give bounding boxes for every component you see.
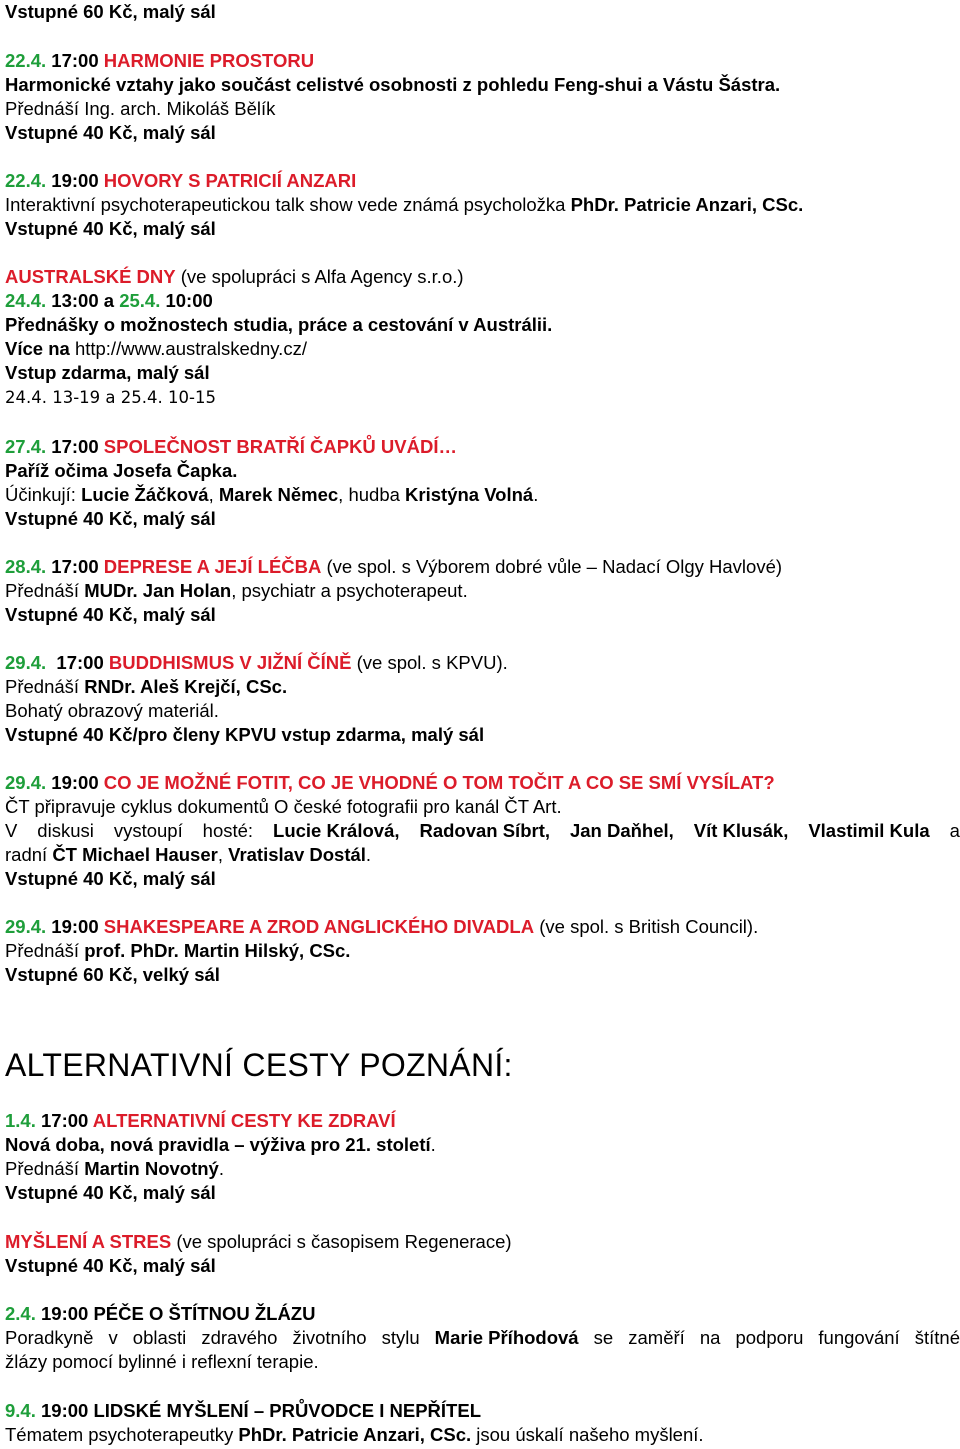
advisor-name: Marie Příhodová [434, 1327, 579, 1348]
guest-name: Radovan Síbrt, [419, 820, 551, 841]
entry-fee: Vstupné 40 Kč/pro členy KPVU vstup zdarma, malý sál [5, 724, 485, 745]
event-time: 17:00 [46, 436, 104, 457]
lecturer-name: Martin Novotný [84, 1158, 219, 1179]
entry-fee: Vstupné 40 Kč, malý sál [5, 218, 216, 239]
event-date: 29.4. [5, 916, 47, 937]
description-text: jsou úskalí našeho myšlení. [471, 1424, 704, 1445]
event-title: LIDSKÉ MYŠLENÍ – PRŮVODCE I NEPŘÍTEL [93, 1400, 481, 1421]
event-dates [5, 290, 213, 312]
event-time: 19:00 [46, 916, 104, 937]
event-guests [5, 820, 960, 842]
event-guests-continued [5, 844, 371, 866]
word: vystoupí [113, 820, 183, 841]
event-note: (ve spol. s Výborem dobré vůle – Nadací Olgy Havlové) [321, 556, 783, 577]
event-heading [5, 266, 464, 288]
event-time: 17:00 [35, 1110, 93, 1131]
event-title: CO JE MOŽNÉ FOTIT, CO JE VHODNÉ O TOM TOČIT A CO SE SMÍ VYSÍLAT? [103, 772, 775, 793]
word: a [949, 820, 960, 841]
word: Poradkyně [5, 1327, 94, 1348]
separator: . [218, 1158, 224, 1179]
separator: . [533, 484, 539, 505]
event-date: 29.4. [5, 772, 47, 793]
event-lecturer [5, 98, 275, 120]
section-title: ALTERNATIVNÍ CESTY POZNÁNÍ: [5, 1047, 513, 1083]
lecturer-role: , psychiatr a psychoterapeut. [231, 580, 468, 601]
event-heading [5, 170, 356, 192]
event-description-continued: žlázy pomocí bylinné i reflexní terapie. [5, 1351, 319, 1372]
description-text: Interaktivní psychoterapeutickou talk show vede známá psycholožka [5, 194, 571, 215]
lecturer-label: Přednáší [5, 98, 85, 119]
cast-label: Účinkují: [5, 484, 82, 505]
lecturer-label: Přednáší [5, 940, 85, 961]
word: fungování [818, 1327, 900, 1348]
separator: , [217, 844, 229, 865]
word: V [5, 820, 18, 841]
word: na [699, 1327, 721, 1348]
word: podporu [735, 1327, 804, 1348]
word: diskusi [37, 820, 94, 841]
event-description: Paříž očima Josefa Čapka. [5, 460, 238, 481]
word: životního [292, 1327, 367, 1348]
event-note: (ve spolupráci s Alfa Agency s.r.o.) [175, 266, 464, 287]
description-text: Nová doba, nová pravidla – výživa pro 21. století [5, 1134, 431, 1155]
event-date: 1.4. [5, 1110, 36, 1131]
event-description: Přednášky o možnostech studia, práce a cestování v Austrálii. [5, 314, 553, 335]
entry-fee: Vstup zdarma, malý sál [5, 362, 210, 383]
event-hours: 24.4. 13-19 a 25.4. 10-15 [5, 388, 216, 407]
event-time: 19:00 [35, 1303, 94, 1324]
event-date: 22.4. [5, 50, 47, 71]
event-url[interactable]: http://www.australskedny.cz/ [74, 338, 307, 359]
guest-name: Jan Daňhel, [569, 820, 674, 841]
event-time: 19:00 [46, 170, 104, 191]
separator: . [365, 844, 372, 865]
separator: , hudba [338, 484, 406, 505]
event-cast [5, 484, 538, 506]
event-title: SHAKESPEARE A ZROD ANGLICKÉHO DIVADLA [103, 916, 535, 937]
event-title: MYŠLENÍ A STRES [5, 1231, 172, 1252]
word: stylu [381, 1327, 420, 1348]
event-heading [5, 772, 775, 794]
event-heading [5, 1110, 396, 1132]
lecturer-label: Přednáší [5, 580, 85, 601]
event-lecturer [5, 676, 287, 698]
event-lecturer [5, 940, 350, 962]
event-time: 13:00 a [46, 290, 120, 311]
description-text: Tématem psychoterapeutky [5, 1424, 239, 1445]
event-description [5, 1327, 960, 1349]
event-heading [5, 50, 314, 72]
separator: , [208, 484, 219, 505]
event-title: DEPRESE A JEJÍ LÉČBA [103, 556, 322, 577]
event-lecturer [5, 580, 468, 602]
event-heading [5, 556, 782, 578]
event-heading [5, 652, 508, 674]
entry-fee: Vstupné 40 Kč, malý sál [5, 1255, 216, 1276]
word: štítné [914, 1327, 960, 1348]
event-title: AUSTRALSKÉ DNY [5, 266, 176, 287]
cast-member: Kristýna Volná [405, 484, 534, 505]
word: radní [5, 844, 53, 865]
separator: . [430, 1134, 436, 1155]
event-time: 19:00 [35, 1400, 94, 1421]
event-time: 17:00 [46, 652, 109, 673]
entry-fee: Vstupné 40 Kč, malý sál [5, 1182, 216, 1203]
event-time: 17:00 [46, 50, 104, 71]
host-name: PhDr. Patricie Anzari, CSc. [238, 1424, 472, 1445]
event-date: 25.4. [119, 290, 161, 311]
word: hosté: [202, 820, 254, 841]
event-date: 29.4. [5, 652, 47, 673]
entry-fee: Vstupné 40 Kč, malý sál [5, 868, 216, 889]
event-description: ČT připravuje cyklus dokumentů O české fotografii pro kanál ČT Art. [5, 796, 562, 817]
event-description [5, 194, 803, 216]
word: zdravého [201, 1327, 278, 1348]
lecturer-label: Přednáší [5, 676, 85, 697]
lecturer-name: prof. PhDr. Martin Hilský, CSc. [84, 940, 351, 961]
event-date: 27.4. [5, 436, 47, 457]
event-description: Harmonické vztahy jako součást celistvé osobnosti z pohledu Feng-shui a Vástu Šástra. [5, 74, 781, 95]
event-time: 19:00 [46, 772, 104, 793]
event-title: ALTERNATIVNÍ CESTY KE ZDRAVÍ [92, 1110, 396, 1131]
word: zaměří [628, 1327, 685, 1348]
event-title: PÉČE O ŠTÍTNOU ŽLÁZU [93, 1303, 316, 1324]
event-note: (ve spol. s KPVU). [351, 652, 508, 673]
event-title: SPOLEČNOST BRATŘÍ ČAPKŮ UVÁDÍ… [103, 436, 457, 457]
word: v [108, 1327, 118, 1348]
event-note: (ve spolupráci s časopisem Regenerace) [171, 1231, 512, 1252]
guest-name: Vratislav Dostál [228, 844, 366, 865]
event-heading [5, 1231, 512, 1253]
guest-name: Lucie Králová, [273, 820, 400, 841]
event-date: 9.4. [5, 1400, 36, 1421]
guest-name: Vít Klusák, [693, 820, 789, 841]
event-time: 17:00 [46, 556, 104, 577]
event-title: HARMONIE PROSTORU [103, 50, 315, 71]
event-description [5, 1134, 436, 1156]
event-date: 24.4. [5, 290, 47, 311]
event-date: 2.4. [5, 1303, 36, 1324]
guest-name: ČT Michael Hauser [52, 844, 218, 865]
cast-member: Marek Němec [218, 484, 339, 505]
cast-member: Lucie Žáčková [81, 484, 209, 505]
guest-name: Vlastimil Kula [808, 820, 930, 841]
event-lecturer [5, 1158, 224, 1180]
event-heading [5, 1400, 481, 1422]
lecturer-name: MUDr. Jan Holan [84, 580, 232, 601]
entry-fee: Vstupné 40 Kč, malý sál [5, 508, 216, 529]
event-title: HOVORY S PATRICIÍ ANZARI [103, 170, 357, 191]
more-label: Více na [5, 338, 75, 359]
event-heading [5, 436, 457, 458]
entry-fee: Vstupné 40 Kč, malý sál [5, 122, 216, 143]
event-note: (ve spol. s British Council). [534, 916, 759, 937]
event-heading [5, 1303, 315, 1325]
event-link-line [5, 338, 307, 360]
entry-fee: Vstupné 40 Kč, malý sál [5, 604, 216, 625]
lecturer-name: RNDr. Aleš Krejčí, CSc. [84, 676, 288, 697]
lecturer-name: Ing. arch. Mikoláš Bělík [84, 98, 276, 119]
event-time: 10:00 [160, 290, 213, 311]
event-date: 22.4. [5, 170, 47, 191]
word: se [593, 1327, 614, 1348]
event-date: 28.4. [5, 556, 47, 577]
event-title: BUDDHISMUS V JIŽNÍ ČÍNĚ [108, 652, 352, 673]
event-description: Bohatý obrazový materiál. [5, 700, 219, 721]
entry-fee: Vstupné 60 Kč, velký sál [5, 964, 220, 985]
event-description [5, 1424, 704, 1446]
entry-fee: Vstupné 60 Kč, malý sál [5, 1, 216, 22]
word: oblasti [132, 1327, 187, 1348]
lecturer-label: Přednáší [5, 1158, 85, 1179]
event-heading [5, 916, 758, 938]
host-name: PhDr. Patricie Anzari, CSc. [570, 194, 804, 215]
